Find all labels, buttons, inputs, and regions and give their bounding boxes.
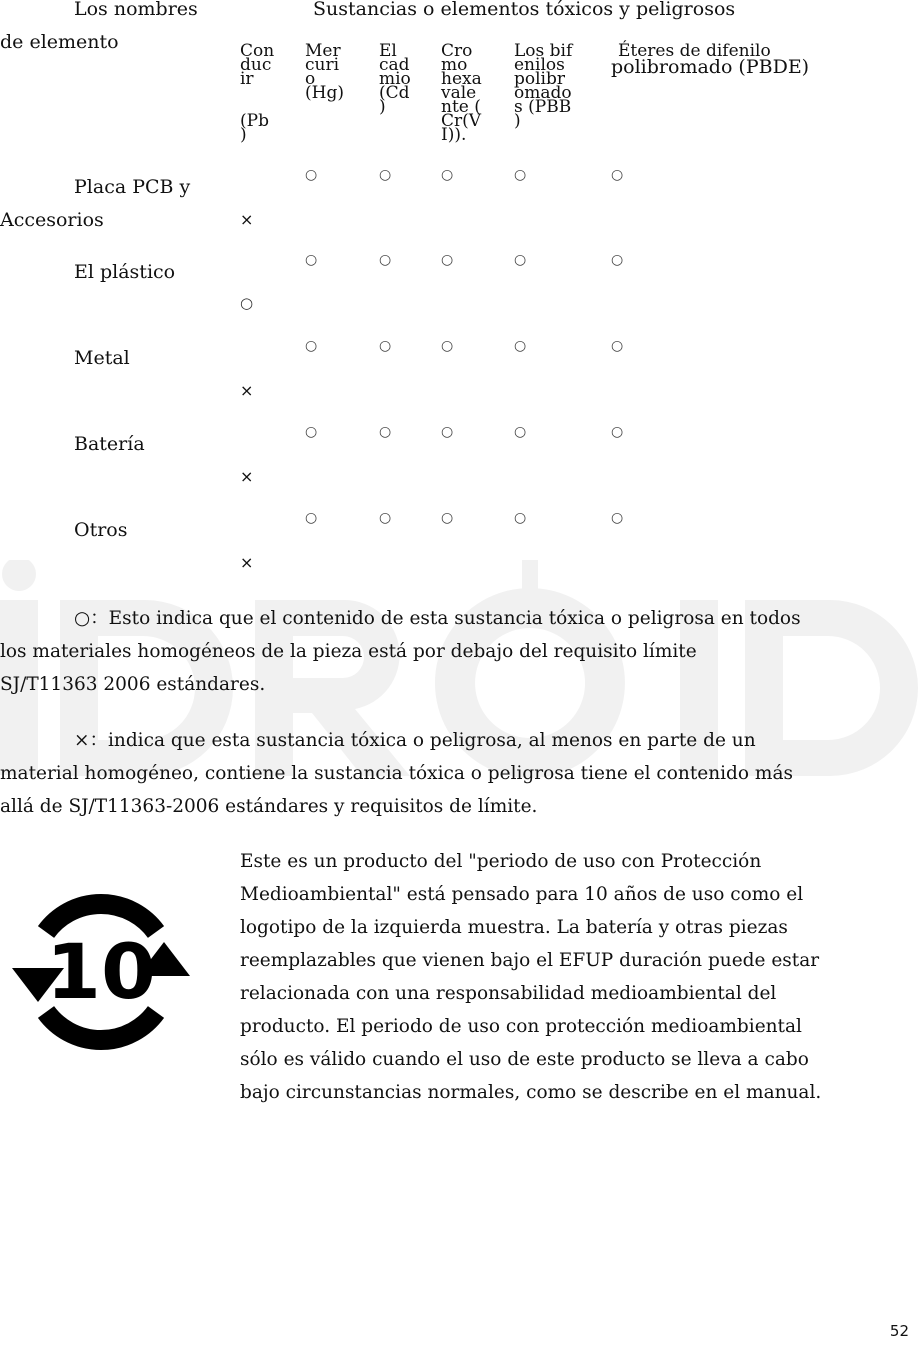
cell-cr: ○ <box>441 252 454 268</box>
cell-pbde: ○ <box>611 510 624 526</box>
cell-cd: ○ <box>379 338 392 354</box>
efup-line: sólo es válido cuando el uso de este producto se lleva a cabo <box>240 1049 809 1070</box>
cell-cr: ○ <box>441 167 454 183</box>
note-exceed-line1: ×：indica que esta sustancia tóxica o peligrosa, al menos en parte de un <box>74 730 756 751</box>
efup-line: Este es un producto del "periodo de uso con Protección <box>240 851 762 872</box>
header-col-hg: Mer curi o (Hg) <box>305 41 344 103</box>
cell-pbb: ○ <box>514 424 527 440</box>
efup-logo-number: 10 <box>46 927 156 1016</box>
cell-pbb: ○ <box>514 510 527 526</box>
header-col-cd: El cad mio (Cd ) <box>379 41 411 117</box>
row-name: Otros <box>74 519 128 541</box>
cell-pbde: ○ <box>611 252 624 268</box>
efup-line: producto. El periodo de uso con protección medioambiental <box>240 1016 802 1037</box>
row-name: Metal <box>74 347 130 369</box>
note-ok-line1: ○：Esto indica que el contenido de esta sustancia tóxica o peligrosa en todos <box>74 608 801 629</box>
efup-line: reemplazables que vienen bajo el EFUP duración puede estar <box>240 950 820 971</box>
note-ok-line3: SJ/T11363 2006 estándares. <box>0 674 266 695</box>
cell-pb: ○ <box>240 294 254 312</box>
cell-pb: × <box>240 210 254 229</box>
note-exceed <box>0 724 919 823</box>
cell-hg: ○ <box>305 252 318 268</box>
cell-cd: ○ <box>379 510 392 526</box>
header-col-pbde-line2: polibromado (PBDE) <box>611 56 810 78</box>
cell-cr: ○ <box>441 510 454 526</box>
cell-hg: ○ <box>305 424 318 440</box>
row-name: Batería <box>74 433 145 455</box>
row-name: Placa PCB y <box>74 176 191 198</box>
cell-cd: ○ <box>379 252 392 268</box>
cell-pb: × <box>240 553 254 572</box>
header-col-pbb: Los bif enilos polibr omado s (PBB ) <box>514 41 573 131</box>
efup-10-years-logo-icon <box>8 872 194 1072</box>
efup-line: Medioambiental" está pensado para 10 años de uso como el <box>240 884 804 905</box>
note-exceed-line2: material homogéneo, contiene la sustancia tóxica o peligrosa tiene el contenido más <box>0 763 793 784</box>
efup-line: logotipo de la izquierda muestra. La batería y otras piezas <box>240 917 788 938</box>
cell-cd: ○ <box>379 424 392 440</box>
cell-cr: ○ <box>441 338 454 354</box>
cell-pbde: ○ <box>611 338 624 354</box>
header-col-pbde-line1: Éteres de difenilo <box>618 41 771 61</box>
cell-pb: × <box>240 467 254 486</box>
cell-pbb: ○ <box>514 252 527 268</box>
row-name: El plástico <box>74 261 176 283</box>
cell-cr: ○ <box>441 424 454 440</box>
efup-line: relacionada con una responsabilidad medioambiental del <box>240 983 777 1004</box>
efup-description <box>240 845 910 1109</box>
page-number: 52 <box>889 1322 909 1340</box>
row-name-line2: Accesorios <box>0 209 104 231</box>
note-ok-line2: los materiales homogéneos de la pieza está por debajo del requisito límite <box>0 641 697 662</box>
cell-pbb: ○ <box>514 167 527 183</box>
cell-cd: ○ <box>379 167 392 183</box>
cell-hg: ○ <box>305 510 318 526</box>
header-names-line2: de elemento <box>0 31 119 53</box>
header-substances: Sustancias o elementos tóxicos y peligrosos <box>313 0 736 20</box>
note-exceed-line3: allá de SJ/T11363-2006 estándares y requisitos de límite. <box>0 796 538 817</box>
cell-hg: ○ <box>305 167 318 183</box>
header-col-cr: Cro mo hexa vale nte ( Cr(V I)). <box>441 41 482 145</box>
cell-pbde: ○ <box>611 424 624 440</box>
cell-pb: × <box>240 381 254 400</box>
header-col-pb: Con duc ir (Pb ) <box>240 41 275 145</box>
efup-line: bajo circunstancias normales, como se describe en el manual. <box>240 1082 822 1103</box>
cell-pbb: ○ <box>514 338 527 354</box>
note-ok <box>0 602 919 701</box>
cell-hg: ○ <box>305 338 318 354</box>
cell-pbde: ○ <box>611 167 624 183</box>
header-names-line1: Los nombres <box>74 0 198 20</box>
